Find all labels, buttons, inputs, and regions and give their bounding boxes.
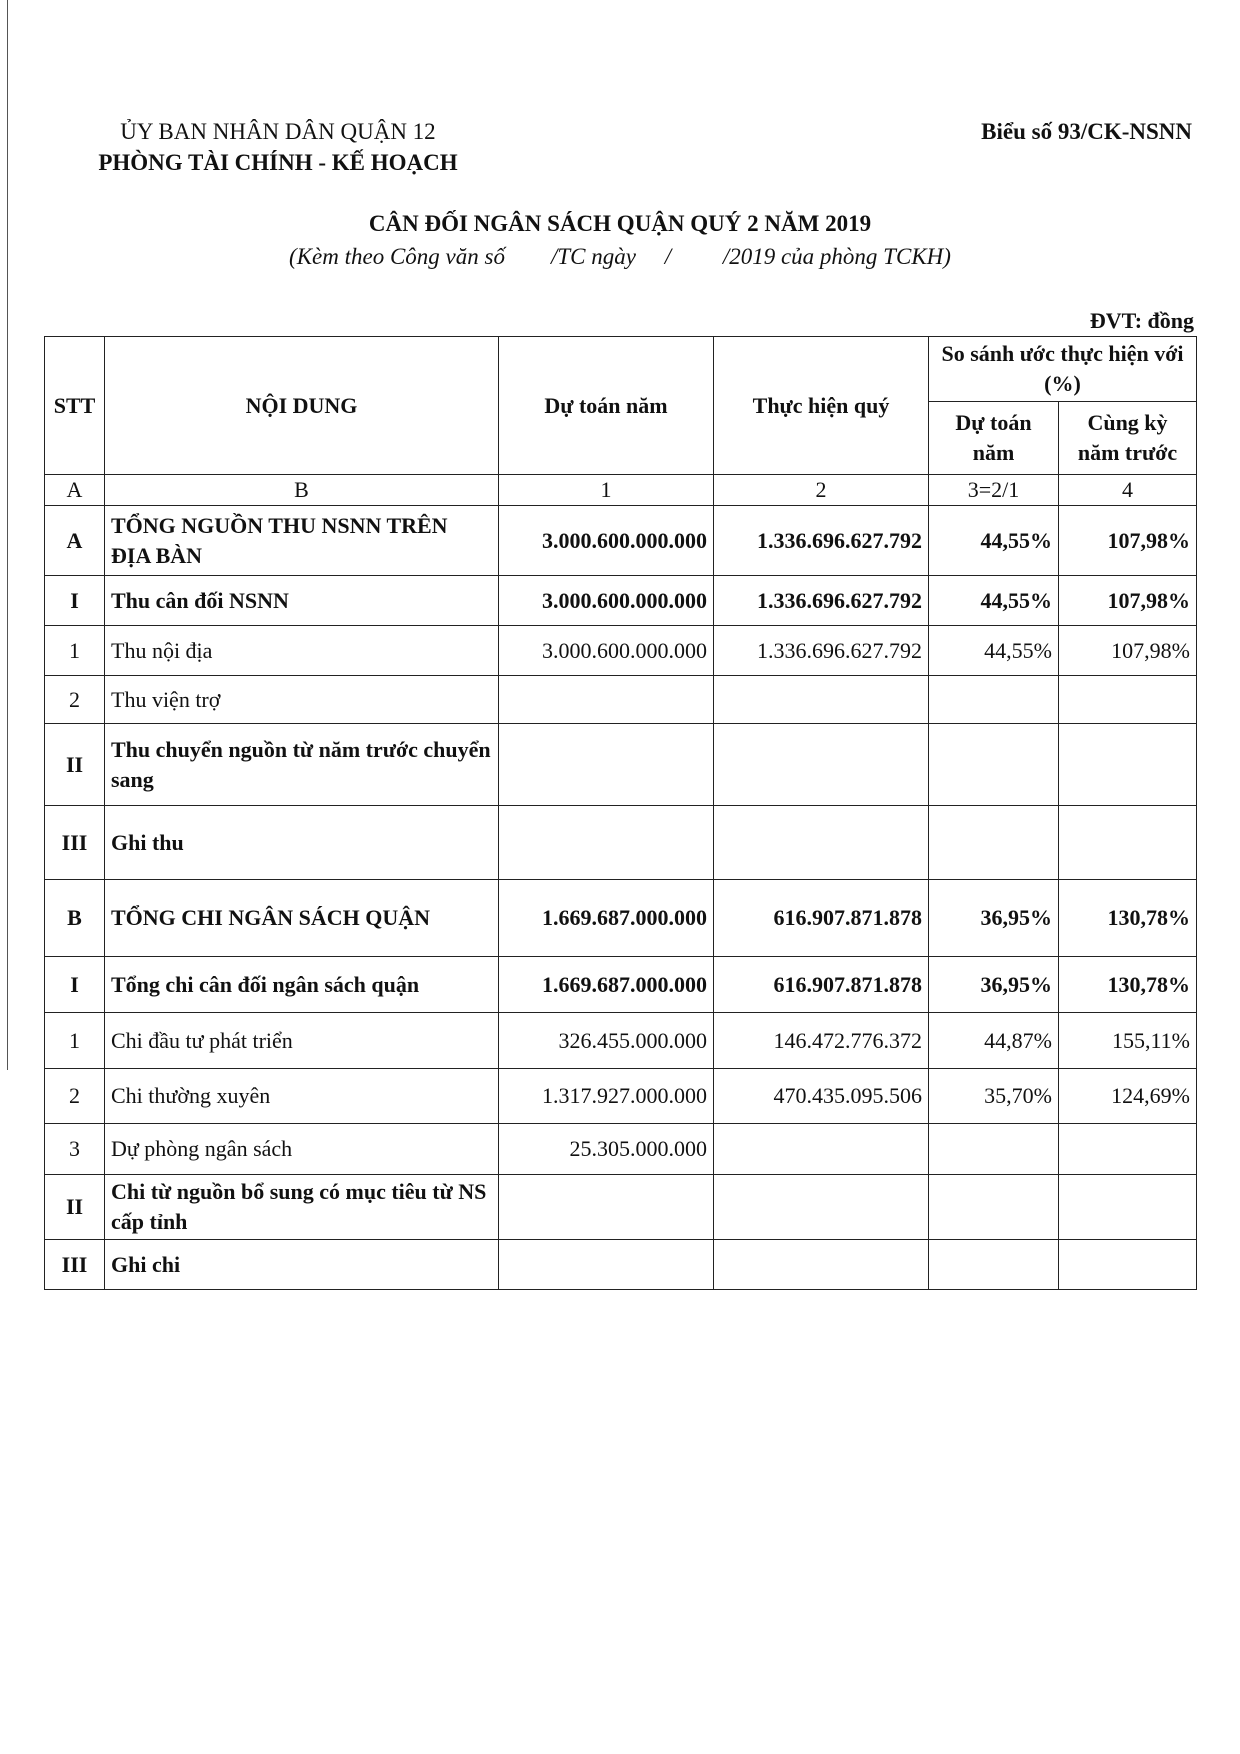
cell-content: Ghi chi bbox=[105, 1240, 499, 1290]
cell-content: Thu viện trợ bbox=[105, 676, 499, 724]
table-row bbox=[45, 1013, 1197, 1069]
cell-content: Chi thường xuyên bbox=[105, 1069, 499, 1124]
cell-actual: 1.336.696.627.792 bbox=[714, 576, 929, 626]
cell-stt: 1 bbox=[45, 626, 105, 676]
cell-pct-prev: 130,78% bbox=[1059, 880, 1197, 957]
cell-estimate: 1.669.687.000.000 bbox=[499, 957, 714, 1013]
table-row bbox=[45, 676, 1197, 724]
column-code: 1 bbox=[499, 475, 714, 506]
table-row bbox=[45, 957, 1197, 1013]
table-row bbox=[45, 806, 1197, 880]
table-row bbox=[45, 506, 1197, 576]
cell-stt: III bbox=[45, 806, 105, 880]
header-content: NỘI DUNG bbox=[105, 337, 499, 475]
cell-estimate: 25.305.000.000 bbox=[499, 1124, 714, 1175]
cell-pct-prev: 124,69% bbox=[1059, 1069, 1197, 1124]
cell-stt: 1 bbox=[45, 1013, 105, 1069]
cell-stt: III bbox=[45, 1240, 105, 1290]
column-code-row bbox=[45, 475, 1197, 506]
cell-pct-prev bbox=[1059, 1124, 1197, 1175]
cell-actual bbox=[714, 724, 929, 806]
cell-estimate: 326.455.000.000 bbox=[499, 1013, 714, 1069]
cell-content: Chi từ nguồn bổ sung có mục tiêu từ NS cấp tỉnh bbox=[105, 1175, 499, 1240]
cell-estimate: 1.317.927.000.000 bbox=[499, 1069, 714, 1124]
table-row bbox=[45, 576, 1197, 626]
cell-pct-prev bbox=[1059, 1175, 1197, 1240]
cell-estimate: 3.000.600.000.000 bbox=[499, 626, 714, 676]
cell-pct-estimate bbox=[929, 724, 1059, 806]
cell-content: TỔNG NGUỒN THU NSNN TRÊN ĐỊA BÀN bbox=[105, 506, 499, 576]
column-code: B bbox=[105, 475, 499, 506]
cell-content: Chi đầu tư phát triển bbox=[105, 1013, 499, 1069]
table-row bbox=[45, 1240, 1197, 1290]
cell-actual: 470.435.095.506 bbox=[714, 1069, 929, 1124]
budget-table bbox=[44, 336, 1197, 1290]
cell-pct-estimate: 36,95% bbox=[929, 880, 1059, 957]
cell-estimate: 3.000.600.000.000 bbox=[499, 576, 714, 626]
cell-estimate bbox=[499, 806, 714, 880]
table-row bbox=[45, 626, 1197, 676]
cell-stt: 2 bbox=[45, 676, 105, 724]
cell-stt: I bbox=[45, 957, 105, 1013]
cell-pct-prev bbox=[1059, 1240, 1197, 1290]
form-number: Biểu số 93/CK-NSNN bbox=[981, 119, 1192, 144]
cell-stt: 2 bbox=[45, 1069, 105, 1124]
column-code: 4 bbox=[1059, 475, 1197, 506]
cell-pct-estimate bbox=[929, 1240, 1059, 1290]
header-compare: So sánh ước thực hiện với (%) bbox=[929, 337, 1197, 402]
cell-actual: 1.336.696.627.792 bbox=[714, 626, 929, 676]
org-name: ỦY BAN NHÂN DÂN QUẬN 12 bbox=[120, 119, 436, 144]
document-subtitle: (Kèm theo Công văn số /TC ngày / /2019 của phòng TCKH) bbox=[289, 244, 951, 269]
cell-content: Thu cân đối NSNN bbox=[105, 576, 499, 626]
header-compare-estimate: Dự toán năm bbox=[929, 402, 1059, 475]
table-row bbox=[45, 724, 1197, 806]
cell-stt: I bbox=[45, 576, 105, 626]
cell-content: Ghi thu bbox=[105, 806, 499, 880]
header-stt: STT bbox=[45, 337, 105, 475]
header-compare-prev: Cùng kỳ năm trước bbox=[1059, 402, 1197, 475]
cell-pct-prev bbox=[1059, 724, 1197, 806]
cell-pct-estimate: 44,55% bbox=[929, 626, 1059, 676]
cell-estimate: 3.000.600.000.000 bbox=[499, 506, 714, 576]
cell-pct-prev: 130,78% bbox=[1059, 957, 1197, 1013]
cell-pct-estimate: 44,87% bbox=[929, 1013, 1059, 1069]
cell-pct-estimate: 44,55% bbox=[929, 506, 1059, 576]
cell-stt: A bbox=[45, 506, 105, 576]
table-body bbox=[45, 506, 1197, 1290]
cell-estimate bbox=[499, 724, 714, 806]
cell-pct-prev: 107,98% bbox=[1059, 576, 1197, 626]
cell-actual: 146.472.776.372 bbox=[714, 1013, 929, 1069]
cell-pct-estimate: 35,70% bbox=[929, 1069, 1059, 1124]
cell-stt: II bbox=[45, 724, 105, 806]
cell-estimate: 1.669.687.000.000 bbox=[499, 880, 714, 957]
cell-content: Tổng chi cân đối ngân sách quận bbox=[105, 957, 499, 1013]
cell-actual: 1.336.696.627.792 bbox=[714, 506, 929, 576]
cell-estimate bbox=[499, 1175, 714, 1240]
cell-pct-estimate: 44,55% bbox=[929, 576, 1059, 626]
cell-pct-prev: 107,98% bbox=[1059, 626, 1197, 676]
margin-line bbox=[7, 0, 8, 1070]
cell-stt: B bbox=[45, 880, 105, 957]
cell-content: Thu chuyển nguồn từ năm trước chuyển sang bbox=[105, 724, 499, 806]
cell-actual bbox=[714, 1175, 929, 1240]
column-code: 3=2/1 bbox=[929, 475, 1059, 506]
cell-pct-prev: 155,11% bbox=[1059, 1013, 1197, 1069]
column-code: 2 bbox=[714, 475, 929, 506]
cell-pct-prev bbox=[1059, 806, 1197, 880]
table-row bbox=[45, 1069, 1197, 1124]
cell-actual bbox=[714, 806, 929, 880]
cell-pct-estimate bbox=[929, 1124, 1059, 1175]
table-header bbox=[45, 337, 1197, 506]
header-estimate: Dự toán năm bbox=[499, 337, 714, 475]
table-row bbox=[45, 1124, 1197, 1175]
cell-estimate bbox=[499, 1240, 714, 1290]
cell-pct-estimate: 36,95% bbox=[929, 957, 1059, 1013]
department-name: PHÒNG TÀI CHÍNH - KẾ HOẠCH bbox=[98, 150, 458, 175]
cell-pct-prev: 107,98% bbox=[1059, 506, 1197, 576]
cell-pct-prev bbox=[1059, 676, 1197, 724]
table-row bbox=[45, 880, 1197, 957]
cell-content: Dự phòng ngân sách bbox=[105, 1124, 499, 1175]
table-row bbox=[45, 1175, 1197, 1240]
cell-stt: 3 bbox=[45, 1124, 105, 1175]
cell-estimate bbox=[499, 676, 714, 724]
cell-actual bbox=[714, 676, 929, 724]
cell-actual bbox=[714, 1240, 929, 1290]
cell-content: Thu nội địa bbox=[105, 626, 499, 676]
cell-content: TỔNG CHI NGÂN SÁCH QUẬN bbox=[105, 880, 499, 957]
cell-stt: II bbox=[45, 1175, 105, 1240]
unit-label: ĐVT: đồng bbox=[1089, 308, 1194, 333]
cell-actual bbox=[714, 1124, 929, 1175]
document-title: CÂN ĐỐI NGÂN SÁCH QUẬN QUÝ 2 NĂM 2019 bbox=[368, 211, 872, 236]
cell-actual: 616.907.871.878 bbox=[714, 880, 929, 957]
cell-actual: 616.907.871.878 bbox=[714, 957, 929, 1013]
cell-pct-estimate bbox=[929, 1175, 1059, 1240]
column-code: A bbox=[45, 475, 105, 506]
cell-pct-estimate bbox=[929, 676, 1059, 724]
header-actual: Thực hiện quý bbox=[714, 337, 929, 475]
cell-pct-estimate bbox=[929, 806, 1059, 880]
